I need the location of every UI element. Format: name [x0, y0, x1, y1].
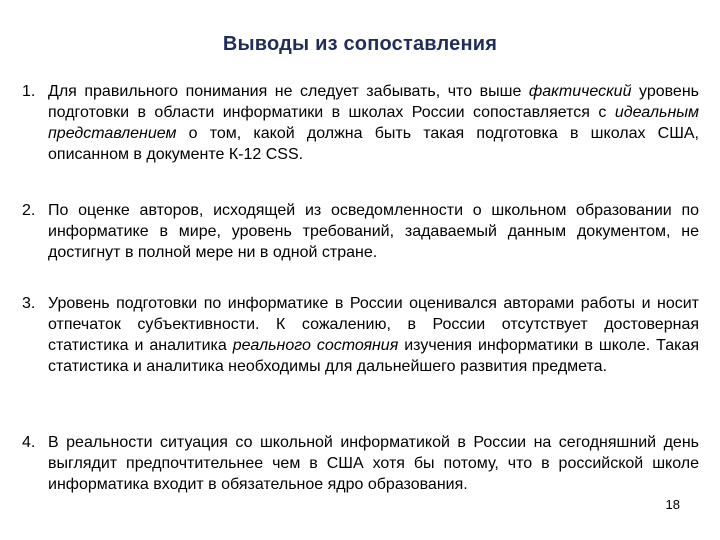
slide-title: Выводы из сопоставления	[222, 33, 498, 55]
list-item-number: 3.	[22, 295, 36, 312]
emphasis-actual: фактический	[528, 83, 632, 100]
list-item-number: 2.	[22, 202, 36, 219]
list-item-number: 4.	[22, 434, 36, 451]
list-item-number: 1.	[22, 83, 36, 100]
list-item-text: По оценке авторов, исходящей из осведомленности о школьном образовании по информатике в мире, уровень требований, задаваемый данным документом, не достигнут в полной мере ни в одной стране.	[48, 202, 699, 261]
list-item-text: В реальности ситуация со школьной информатикой в России на сегодняшний день выглядит предпочтительнее чем в США хотя бы потому, что в российской школе информатика входит в обязательное ядро образования.	[48, 434, 699, 493]
list-item-2	[22, 200, 699, 263]
emphasis-ideal: идеальным представлением	[48, 104, 699, 142]
list-item-1	[22, 81, 699, 165]
list-item-4	[22, 432, 699, 495]
list-item-3	[22, 293, 699, 377]
page-number: 18	[665, 497, 680, 512]
list-item-text: Уровень подготовки по информатике в России оценивался авторами работы и носит отпечаток субъективности. К сожалению, в России отсутствует достоверная статистика и аналитика реального состояния изучения информатики в школе. Такая статистика и аналитика необходимы для дальнейшего развития предмета.	[48, 295, 700, 375]
list-item-text: Для правильного понимания не следует забывать, что выше фактический уровень подготовки в области информатики в школах России сопоставляется с идеальным представлением о том, какой должна быть такая подготовка в школах США, описанном в документе К-12 CSS.	[48, 83, 700, 163]
emphasis-real-state: реального состояния	[232, 337, 399, 354]
